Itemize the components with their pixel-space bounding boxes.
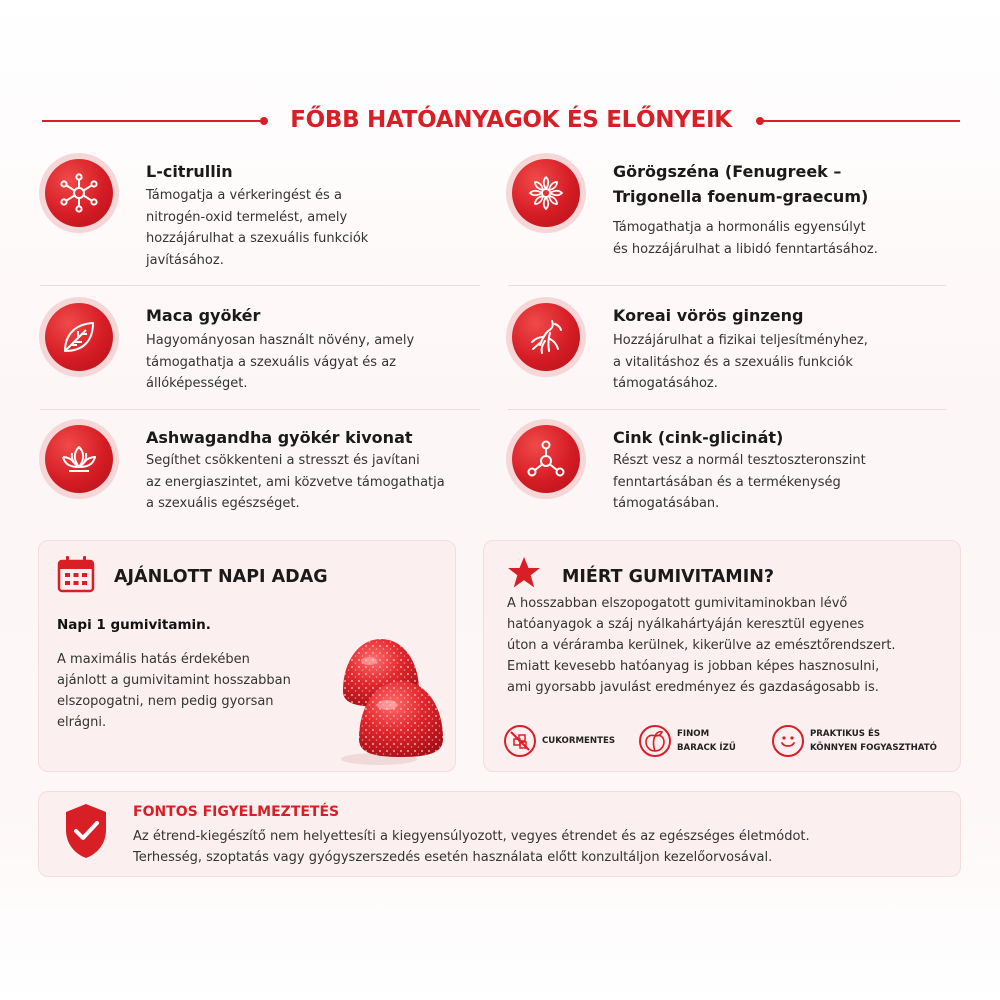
ingredient-l-citrullin	[45, 159, 485, 269]
leaf-icon	[45, 303, 113, 371]
ingredient-title: Ashwagandha gyökér kivonat	[146, 428, 413, 447]
peach-icon	[639, 725, 671, 757]
dose-title: AJÁNLOTT NAPI ADAG	[114, 567, 328, 587]
ingredient-description: Részt vesz a normál tesztoszteronszint fenntartásában és a termékenység támogatásában.	[613, 453, 866, 511]
zinc-molecule-icon	[512, 425, 580, 493]
divider	[40, 285, 480, 286]
divider	[508, 409, 946, 410]
ingredient-maca	[45, 303, 485, 403]
ingredient-title: Koreai vörös ginzeng	[613, 306, 804, 325]
dose-card	[38, 540, 456, 772]
sugar-free-icon	[504, 725, 536, 757]
ingredient-title: Cink (cink-glicinát)	[613, 428, 784, 447]
badge-label: CUKORMENTES	[542, 736, 616, 746]
section-header	[42, 107, 960, 141]
ingredient-description: Támogathatja a hormonális egyensúlyt és hozzájárulhat a libidó fenntartásához.	[613, 220, 878, 257]
ingredient-title-line2: Trigonella foenum-graecum)	[613, 187, 869, 206]
ingredient-description: Hagyományosan használt növény, amely támogathatja a szexuális vágyat és az állóképességet.	[146, 333, 415, 391]
warning-title: FONTOS FIGYELMEZTETÉS	[133, 804, 340, 820]
gummy-image	[329, 609, 451, 769]
ingredient-zinc	[512, 425, 952, 525]
divider	[508, 285, 946, 286]
calendar-icon	[57, 555, 95, 593]
ingredient-ginseng	[512, 303, 952, 403]
dose-lead: Napi 1 gumivitamin.	[57, 617, 211, 633]
header-divider-left	[42, 120, 264, 122]
why-card	[483, 540, 961, 772]
badge-label: PRAKTIKUS ÉS KÖNNYEN FOGYASZTHATÓ	[810, 729, 937, 753]
badge-sugar-free	[504, 725, 615, 757]
badge-label: FINOM BARACK ÍZŰ	[677, 729, 736, 753]
flower-icon	[512, 159, 580, 227]
lotus-icon	[45, 425, 113, 493]
ingredient-description: Támogatja a vérkeringést és a nitrogén-oxid termelést, amely hozzájárulhat a szexuális funkciók javításához.	[146, 188, 369, 268]
smile-icon	[772, 725, 804, 757]
star-icon	[506, 555, 542, 591]
ingredient-fenugreek	[512, 159, 952, 269]
header-divider-right	[760, 120, 960, 122]
page-title: FŐBB HATÓANYAGOK ÉS ELŐNYEIK	[290, 107, 732, 133]
ingredient-title: Maca gyökér	[146, 306, 261, 325]
dose-text: A maximális hatás érdekében ajánlott a gumivitamint hosszabban elszopogatni, nem pedig gyorsan elrágni.	[57, 652, 291, 730]
ingredient-description: Segíthet csökkenteni a stresszt és javítani az energiaszintet, ami közvetve támogathatja a szexuális egészséget.	[146, 453, 445, 511]
ingredient-ashwagandha	[45, 425, 485, 525]
badge-peach	[639, 725, 736, 757]
why-text: A hosszabban elszopogatott gumivitaminokban lévő hatóanyagok a száj nyálkahártyáján keresztül egyenes úton a véráramba kerülnek, kikerülve az emésztőrendszert. Emiatt kevesebb hatóanyag is jobban képes hasznosulni, ami gyorsabb javulást eredményez és gazdaságosabb is.	[507, 596, 896, 695]
ingredient-description: Hozzájárulhat a fizikai teljesítményhez, a vitalitáshoz és a szexuális funkciók támogatásához.	[613, 333, 868, 391]
ingredient-title: L-citrullin	[146, 162, 233, 181]
molecule-icon	[45, 159, 113, 227]
ginseng-root-icon	[512, 303, 580, 371]
warning-card	[38, 791, 961, 877]
ingredient-title-line1: Görögszéna (Fenugreek –	[613, 162, 842, 181]
shield-check-icon	[63, 802, 109, 860]
badge-practical	[772, 725, 937, 757]
warning-text: Az étrend-kiegészítő nem helyettesíti a kiegyensúlyozott, vegyes étrendet és az egészséges életmódot. Terhesség, szoptatás vagy gyógyszerszedés esetén használata előtt konzultáljon kezelőorvosával.	[133, 829, 810, 865]
why-title: MIÉRT GUMIVITAMIN?	[562, 567, 774, 587]
divider	[40, 409, 480, 410]
